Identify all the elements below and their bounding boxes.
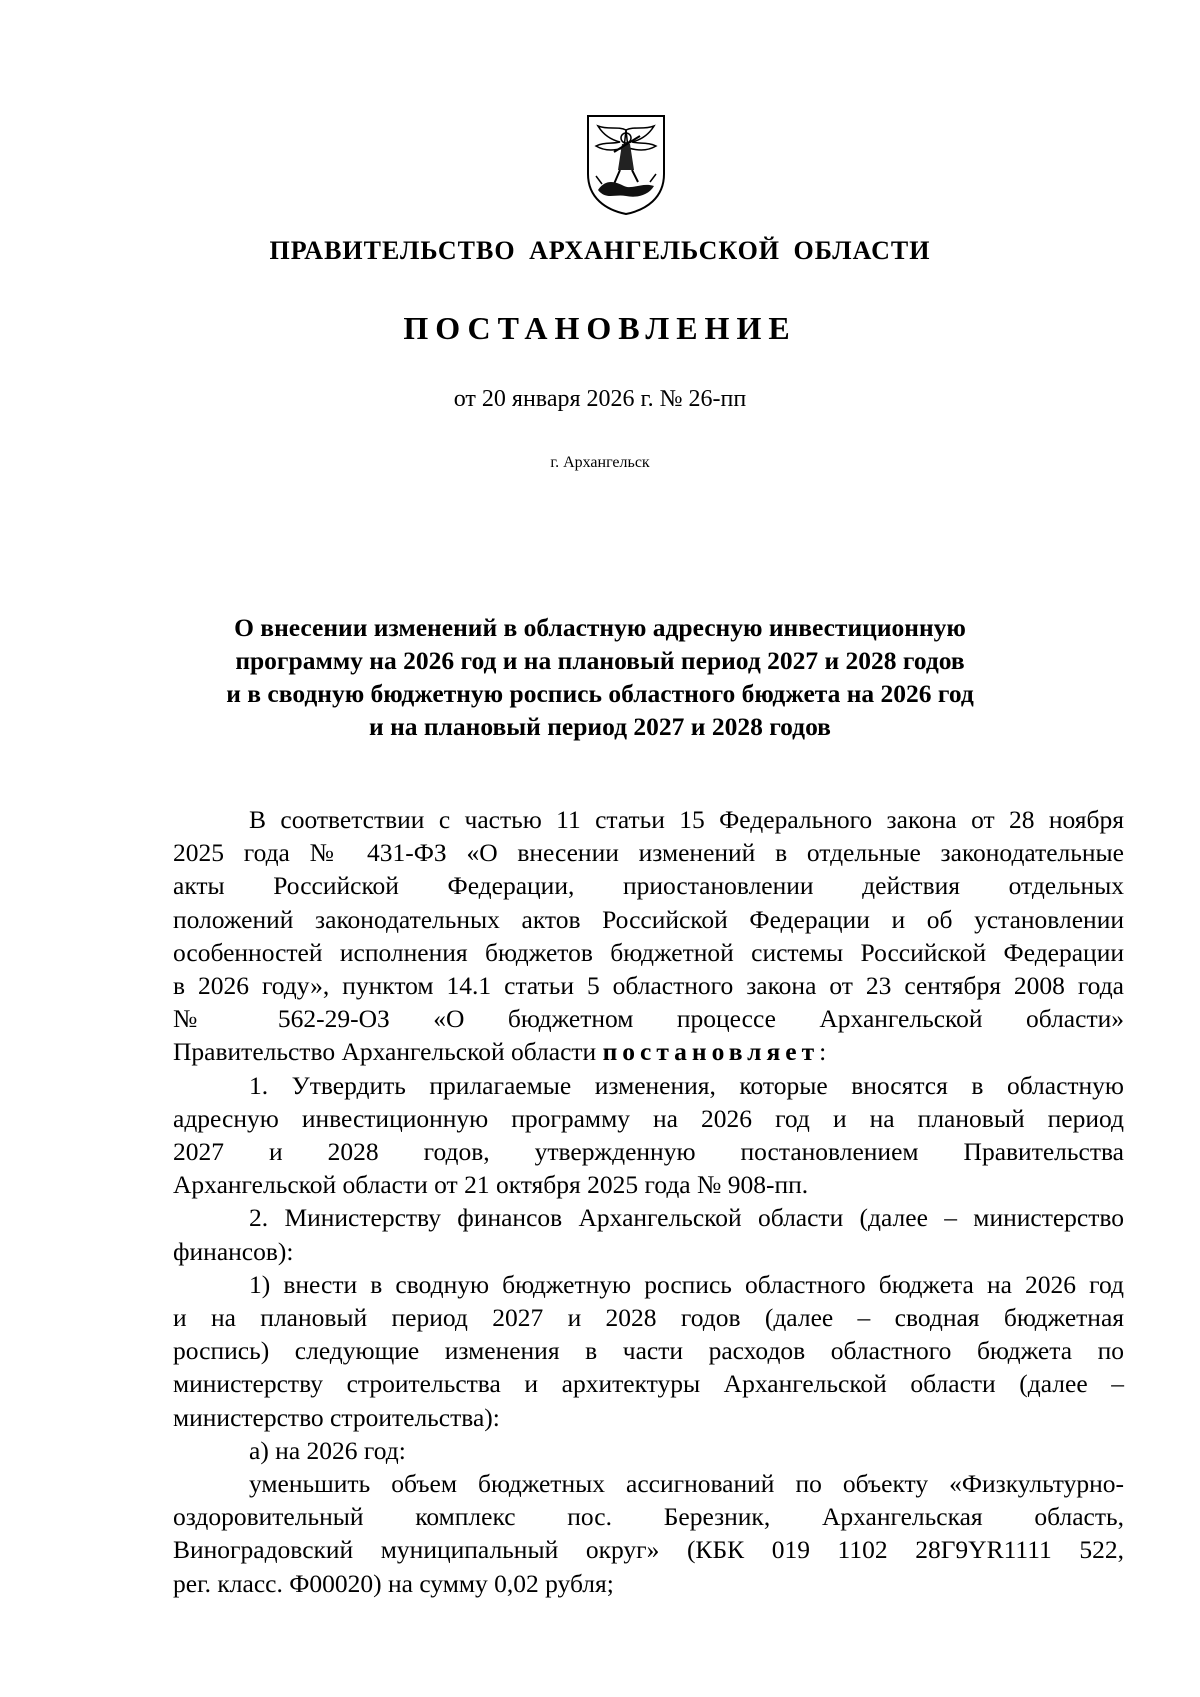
item-1-line: Архангельской области от 21 октября 2025 года № 908-пп. [173, 1170, 809, 1200]
item-2-line: финансов): [173, 1236, 294, 1266]
title-line: и в сводную бюджетную роспись областного бюджета на 2026 год [226, 679, 974, 708]
title-line: и на плановый период 2027 и 2028 годов [369, 712, 831, 741]
item-1-line: адресную инвестиционную программу на 2026 год и на плановый период [173, 1103, 1124, 1133]
item-2-line: 2. Министерству финансов Архангельской области (далее – министерство [249, 1203, 1124, 1233]
item-2-1-line: роспись) следующие изменения в части расходов областного бюджета по [173, 1336, 1124, 1366]
preamble-subject: Правительство Архангельской области [173, 1037, 597, 1067]
item-2-1-line: и на плановый период 2027 и 2028 годов (далее – сводная бюджетная [173, 1303, 1124, 1333]
preamble-line: акты Российской Федерации, приостановлении действия отдельных [173, 871, 1124, 901]
item-a: а) на 2026 год: [249, 1435, 406, 1465]
document-type: ПОСТАНОВЛЕНИЕ [403, 310, 797, 346]
decree-colon: : [819, 1037, 827, 1067]
reduce-line: оздоровительный комплекс пос. Березник, Архангельская область, [173, 1502, 1124, 1532]
preamble-line: положений законодательных актов Российской Федерации и об установлении [173, 904, 1124, 934]
coat-of-arms-emblem [584, 112, 668, 216]
reduce-line: рег. класс. Ф00020) на сумму 0,02 рубля; [173, 1568, 614, 1598]
item-1-line: 1. Утвердить прилагаемые изменения, которые вносятся в областную [249, 1070, 1124, 1100]
document-title [200, 611, 1000, 743]
preamble-line: особенностей исполнения бюджетов бюджетной системы Российской Федерации [173, 937, 1124, 967]
item-1-line: 2027 и 2028 годов, утвержденную постановлением Правительства [173, 1137, 1124, 1167]
decree-word: постановляет [602, 1037, 820, 1067]
reduce-line: Виноградовский муниципальный округ» (КБК 019 1102 28Г9YR1111 522, [173, 1535, 1124, 1565]
organization-name: ПРАВИТЕЛЬСТВО АРХАНГЕЛЬСКОЙ ОБЛАСТИ [269, 236, 931, 265]
preamble-line: 2025 года № 431-ФЗ «О внесении изменений в отдельные законодательные [173, 838, 1124, 868]
reduce-line: уменьшить объем бюджетных ассигнований по объекту «Физкультурно- [249, 1469, 1124, 1499]
item-2-1-line: 1) внести в сводную бюджетную роспись областного бюджета на 2026 год [249, 1269, 1124, 1299]
item-2-1-line: министерству строительства и архитектуры Архангельской области (далее – [173, 1369, 1124, 1399]
date-and-number: от 20 января 2026 г. № 26-пп [453, 386, 747, 412]
item-2-1-line: министерство строительства): [173, 1402, 500, 1432]
preamble-last-line [173, 1035, 1124, 1068]
document-body [173, 803, 1124, 1600]
city-name: г. Архангельск [550, 454, 650, 471]
title-line: О внесении изменений в областную адресную инвестиционную [234, 613, 966, 642]
preamble-line: № 562-29-ОЗ «О бюджетном процессе Архангельской области» [173, 1004, 1124, 1034]
preamble-line: в 2026 году», пунктом 14.1 статьи 5 областного закона от 23 сентября 2008 года [173, 971, 1124, 1001]
preamble-line: В соответствии с частью 11 статьи 15 Федерального закона от 28 ноября [249, 805, 1124, 834]
title-line: программу на 2026 год и на плановый период 2027 и 2028 годов [235, 646, 965, 675]
